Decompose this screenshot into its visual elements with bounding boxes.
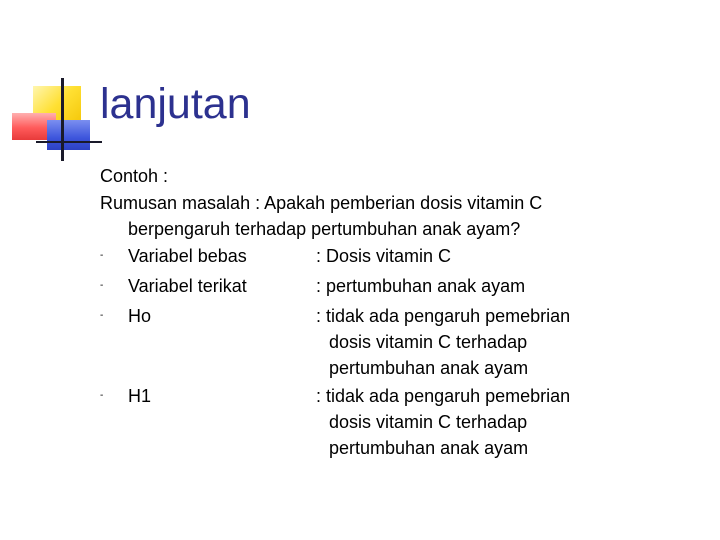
logo-horizontal-line [36, 141, 102, 143]
row-value-h1-line-3: pertumbuhan anak ayam [329, 438, 529, 458]
row-label-ho: Ho [128, 306, 152, 326]
logo-vertical-line [61, 78, 64, 161]
row-value-h1-line-1: : tidak ada pengaruh pemebrian [316, 386, 571, 406]
row-value-ho-line-1: : tidak ada pengaruh pemebrian [316, 306, 571, 326]
row-label-variabel-bebas: Variabel bebas [128, 246, 247, 266]
row-label-variabel-terikat: Variabel terikat [128, 276, 247, 296]
row-value-h1-line-2: dosis vitamin C terhadap [329, 412, 528, 432]
row-value-ho-line-2: dosis vitamin C terhadap [329, 332, 528, 352]
slide-logo-decoration [0, 0, 110, 170]
rumusan-line-1: Rumusan masalah : Apakah pemberian dosis vitamin C [100, 193, 543, 213]
row-value-ho-line-3: pertumbuhan anak ayam [329, 358, 529, 378]
logo-blue-square [47, 120, 90, 150]
bullet-variabel-terikat: - [100, 280, 104, 291]
row-value-variabel-bebas: : Dosis vitamin C [316, 246, 452, 266]
bullet-ho: - [100, 310, 104, 321]
row-label-h1: H1 [128, 386, 152, 406]
rumusan-line-2: berpengaruh terhadap pertumbuhan anak ayam? [128, 219, 521, 239]
bullet-variabel-bebas: - [100, 250, 104, 261]
bullet-h1: - [100, 390, 104, 401]
slide-title: lanjutan [100, 80, 251, 128]
row-value-variabel-terikat: : pertumbuhan anak ayam [316, 276, 526, 296]
contoh-label: Contoh : [100, 166, 169, 186]
